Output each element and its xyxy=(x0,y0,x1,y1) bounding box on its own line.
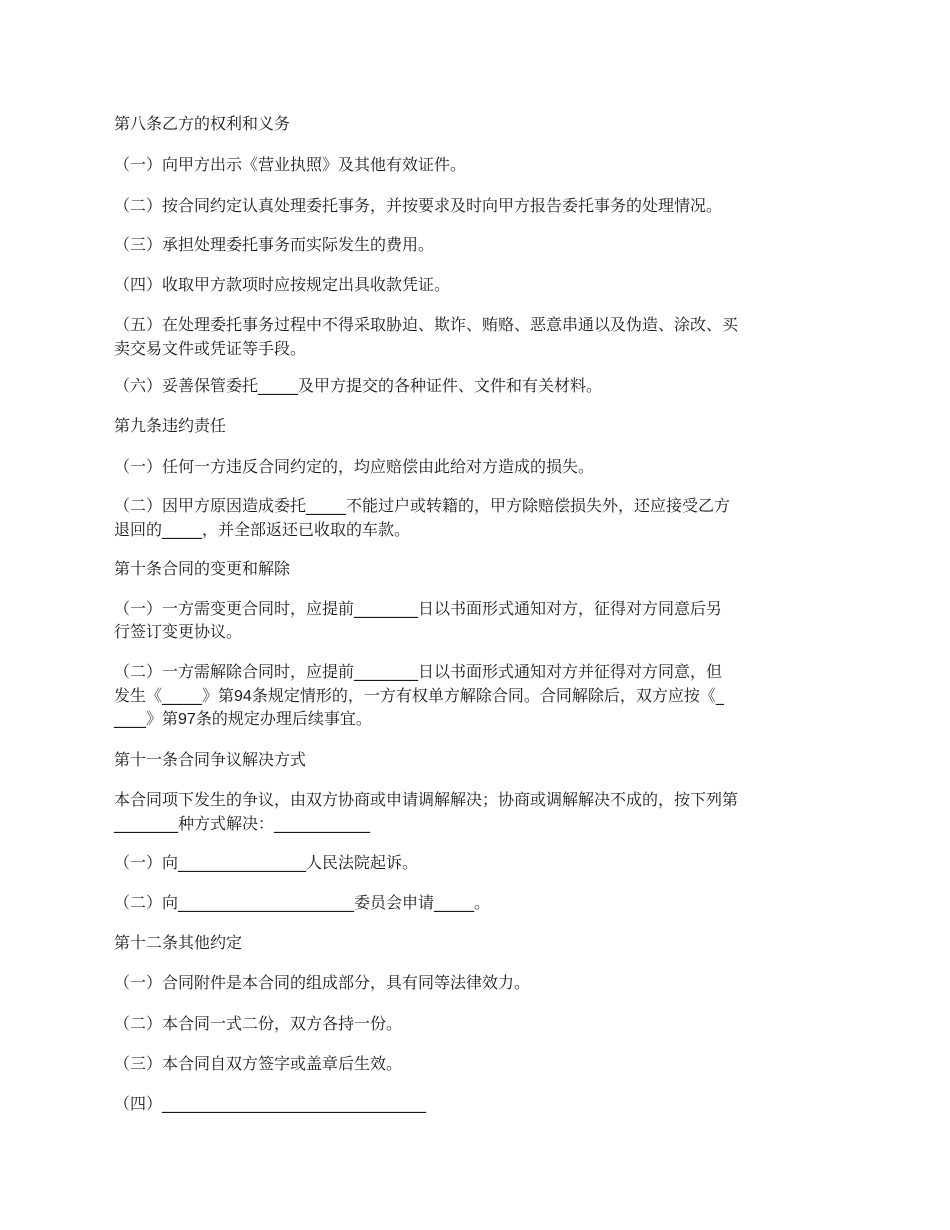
article-12-heading: 第十二条其他约定 xyxy=(114,933,243,952)
article-11-heading: 第十一条合同争议解决方式 xyxy=(114,750,307,769)
article-10-item-2-line-1: （二）一方需解除合同时，应提前________日以书面形式通知对方并征得对方同意，但 xyxy=(114,662,723,681)
article-10-item-2-line-2b: 条规定情形的，一方有权单方解除合同。合同解除后，双方应按《_ xyxy=(251,686,724,705)
article-9-item-2-line-2: 退回的_____，并全部返还已收取的车款。 xyxy=(114,520,411,539)
article-10-item-2-line-2a: 发生《_____》第 xyxy=(114,686,235,705)
article-8-item-4: （四）收取甲方款项时应按规定出具收款凭证。 xyxy=(114,275,451,294)
article-8-item-3: （三）承担处理委托事务而实际发生的费用。 xyxy=(114,235,435,254)
article-8-item-5-line-2: 卖交易文件或凭证等手段。 xyxy=(114,339,307,358)
article-10-item-1-line-1: （一）一方需变更合同时，应提前________日以书面形式通知对方，征得对方同意后另 xyxy=(114,599,723,618)
article-8-item-5-line-1: （五）在处理委托事务过程中不得采取胁迫、欺诈、贿赂、恶意串通以及伪造、涂改、买 xyxy=(114,315,739,334)
article-9-item-1: （一）任何一方违反合同约定的，均应赔偿由此给对方造成的损失。 xyxy=(114,457,595,476)
article-9-item-2-line-1: （二）因甲方原因造成委托_____不能过户或转籍的，甲方除赔偿损失外，还应接受乙方 xyxy=(114,496,731,515)
article-10-item-2-line-3 xyxy=(114,707,844,732)
article-12-item-2: （二）本合同一式二份，双方各持一份。 xyxy=(114,1014,403,1033)
article-8-heading: 第八条乙方的权利和义务 xyxy=(114,114,291,133)
article-10-item-2-line-2 xyxy=(114,684,844,709)
article-10-item-2-line-3b: 条的规定办理后续事宜。 xyxy=(195,709,372,728)
article-8-item-6: （六）妥善保管委托_____及甲方提交的各种证件、文件和有关材料。 xyxy=(114,376,603,395)
article-10-item-1-line-2: 行签订变更协议。 xyxy=(114,622,243,641)
article-11-paragraph-line-1: 本合同项下发生的争议，由双方协商或申请调解解决；协商或调解解决不成的，按下列第 xyxy=(114,790,739,809)
article-9-heading: 第九条违约责任 xyxy=(114,416,227,435)
article-10-heading: 第十条合同的变更和解除 xyxy=(114,559,291,578)
article-11-item-1: （一）向________________人民法院起诉。 xyxy=(114,853,419,872)
article-number-97: 97 xyxy=(178,711,196,728)
article-number-94: 94 xyxy=(234,688,252,705)
article-11-item-2: （二）向______________________委员会申请_____。 xyxy=(114,893,491,912)
article-12-item-3: （三）本合同自双方签字或盖章后生效。 xyxy=(114,1054,403,1073)
article-10-item-2-line-3a: ____》第 xyxy=(114,709,179,728)
article-8-item-1: （一）向甲方出示《营业执照》及其他有效证件。 xyxy=(114,155,467,174)
article-8-item-2: （二）按合同约定认真处理委托事务，并按要求及时向甲方报告委托事务的处理情况。 xyxy=(114,196,723,215)
article-11-paragraph-line-2: ________种方式解决：____________ xyxy=(114,814,371,833)
article-12-item-4: （四）_________________________________ xyxy=(114,1094,427,1113)
article-12-item-1: （一）合同附件是本合同的组成部分，具有同等法律效力。 xyxy=(114,973,531,992)
